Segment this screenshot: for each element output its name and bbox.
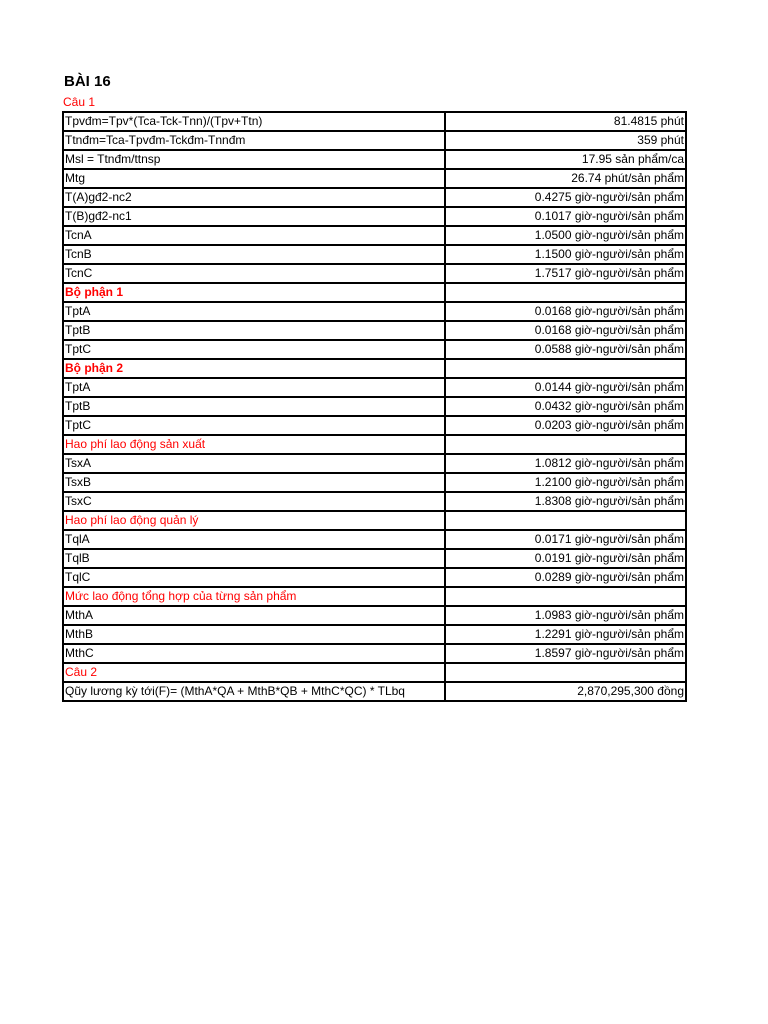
row-label: TptB <box>63 397 445 416</box>
section-row <box>63 511 686 530</box>
row-label: TptA <box>63 302 445 321</box>
row-value: 1.0983 giờ-người/sản phẩm <box>445 606 686 625</box>
row-value <box>445 359 686 378</box>
row-label: TptA <box>63 378 445 397</box>
row-label: TqlC <box>63 568 445 587</box>
table-row <box>63 131 686 150</box>
table-row <box>63 321 686 340</box>
exercise-title: BÀI 16 <box>64 73 111 90</box>
section-heading: Hao phí lao động sản xuất <box>63 435 445 454</box>
section-row <box>63 435 686 454</box>
row-value <box>445 511 686 530</box>
row-label: T(A)gđ2-nc2 <box>63 188 445 207</box>
row-value: 0.0168 giờ-người/sản phẩm <box>445 321 686 340</box>
row-value: 2,870,295,300 đồng <box>445 682 686 701</box>
row-label: TcnB <box>63 245 445 264</box>
table-row <box>63 245 686 264</box>
row-label: T(B)gđ2-nc1 <box>63 207 445 226</box>
row-label: TsxA <box>63 454 445 473</box>
row-label: MthB <box>63 625 445 644</box>
table-row <box>63 340 686 359</box>
row-value: 1.2291 giờ-người/sản phẩm <box>445 625 686 644</box>
table-row <box>63 378 686 397</box>
row-value: 0.0171 giờ-người/sản phẩm <box>445 530 686 549</box>
table-row <box>63 625 686 644</box>
row-value: 0.0588 giờ-người/sản phẩm <box>445 340 686 359</box>
row-label: TqlB <box>63 549 445 568</box>
row-value: 1.8308 giờ-người/sản phẩm <box>445 492 686 511</box>
row-value: 1.0812 giờ-người/sản phẩm <box>445 454 686 473</box>
row-value: 81.4815 phút <box>445 112 686 131</box>
row-value: 0.0289 giờ-người/sản phẩm <box>445 568 686 587</box>
section-row <box>63 663 686 682</box>
table-row <box>63 606 686 625</box>
row-label: Tpvđm=Tpv*(Tca-Tck-Tnn)/(Tpv+Ttn) <box>63 112 445 131</box>
question-1-label: Câu 1 <box>63 95 96 109</box>
row-label: MthC <box>63 644 445 663</box>
row-label: TcnA <box>63 226 445 245</box>
row-value: 0.1017 giờ-người/sản phẩm <box>445 207 686 226</box>
row-value <box>445 663 686 682</box>
results-table <box>62 111 687 702</box>
table-row <box>63 150 686 169</box>
section-heading: Bộ phận 2 <box>63 359 445 378</box>
table-row <box>63 226 686 245</box>
table-row <box>63 549 686 568</box>
table-row <box>63 397 686 416</box>
row-value: 1.8597 giờ-người/sản phẩm <box>445 644 686 663</box>
row-label: Mtg <box>63 169 445 188</box>
row-label: Ttnđm=Tca-Tpvđm-Tckđm-Tnnđm <box>63 131 445 150</box>
table-row <box>63 644 686 663</box>
table-row <box>63 302 686 321</box>
row-value: 0.0144 giờ-người/sản phẩm <box>445 378 686 397</box>
row-value: 17.95 sản phẩm/ca <box>445 150 686 169</box>
section-heading: Câu 2 <box>63 663 445 682</box>
section-row <box>63 359 686 378</box>
table-row <box>63 112 686 131</box>
row-label: Msl = Ttnđm/ttnsp <box>63 150 445 169</box>
row-label: TcnC <box>63 264 445 283</box>
section-row <box>63 587 686 606</box>
row-label: TptB <box>63 321 445 340</box>
row-value <box>445 435 686 454</box>
table-row <box>63 530 686 549</box>
row-value: 26.74 phút/sản phẩm <box>445 169 686 188</box>
table-row <box>63 264 686 283</box>
row-value: 0.0203 giờ-người/sản phẩm <box>445 416 686 435</box>
row-label: TsxB <box>63 473 445 492</box>
row-label: TqlA <box>63 530 445 549</box>
row-value: 0.0432 giờ-người/sản phẩm <box>445 397 686 416</box>
table-row <box>63 169 686 188</box>
row-value: 1.1500 giờ-người/sản phẩm <box>445 245 686 264</box>
row-label: Qũy lương kỳ tới(F)= (MthA*QA + MthB*QB + MthC*QC) * TLbq <box>63 682 445 701</box>
row-label: TptC <box>63 340 445 359</box>
row-value: 0.0168 giờ-người/sản phẩm <box>445 302 686 321</box>
table-row <box>63 188 686 207</box>
row-value: 1.7517 giờ-người/sản phẩm <box>445 264 686 283</box>
row-value: 1.2100 giờ-người/sản phẩm <box>445 473 686 492</box>
table-row <box>63 207 686 226</box>
row-label: MthA <box>63 606 445 625</box>
row-label: TsxC <box>63 492 445 511</box>
section-heading: Hao phí lao động quản lý <box>63 511 445 530</box>
section-row <box>63 283 686 302</box>
section-heading: Bộ phận 1 <box>63 283 445 302</box>
row-value <box>445 283 686 302</box>
table-row <box>63 416 686 435</box>
table-row <box>63 568 686 587</box>
row-value: 0.4275 giờ-người/sản phẩm <box>445 188 686 207</box>
row-value <box>445 587 686 606</box>
table-row <box>63 473 686 492</box>
row-label: TptC <box>63 416 445 435</box>
row-value: 1.0500 giờ-người/sản phẩm <box>445 226 686 245</box>
section-heading: Mức lao động tổng hợp của từng sản phẩm <box>63 587 445 606</box>
table-row <box>63 492 686 511</box>
row-value: 359 phút <box>445 131 686 150</box>
table-row <box>63 454 686 473</box>
table-row <box>63 682 686 701</box>
row-value: 0.0191 giờ-người/sản phẩm <box>445 549 686 568</box>
